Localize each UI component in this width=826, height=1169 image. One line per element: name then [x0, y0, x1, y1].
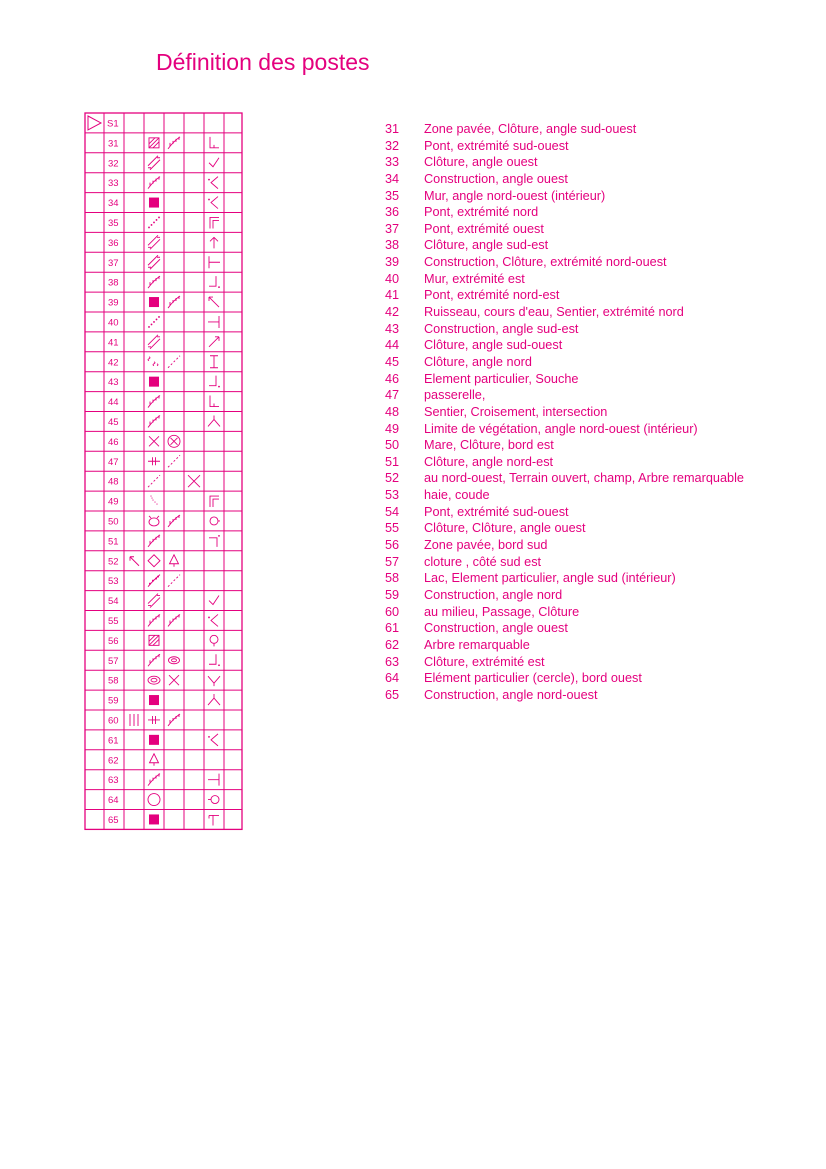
definitions-list — [385, 121, 744, 703]
control-number: 56 — [108, 635, 119, 647]
building-square-icon — [149, 695, 159, 705]
definition-item — [385, 221, 744, 238]
definition-number: 32 — [385, 138, 400, 153]
definition-text: Ruisseau, cours d'eau, Sentier, extrémité nord — [424, 305, 684, 320]
fence-icon — [168, 515, 180, 527]
control-number: 62 — [108, 755, 119, 767]
corner-se-dot-icon — [209, 376, 220, 388]
definition-item — [385, 121, 744, 138]
definition-number: 56 — [385, 538, 400, 553]
definition-text: Clôture, angle sud-est — [424, 238, 549, 253]
building-square-icon — [149, 377, 159, 387]
large-cross-icon — [188, 475, 200, 487]
definition-item — [385, 154, 744, 171]
definition-text: Construction, Clôture, extrémité nord-ouest — [424, 255, 667, 270]
definition-number: 46 — [385, 371, 400, 386]
definition-text: Pont, extrémité sud-ouest — [424, 504, 569, 519]
definition-text: Arbre remarquable — [424, 637, 530, 652]
definition-text: passerelle, — [424, 388, 486, 403]
definition-text: Pont, extrémité nord-est — [424, 288, 560, 303]
definition-item — [385, 437, 744, 454]
definition-text: Mare, Clôture, bord est — [424, 438, 554, 453]
path-icon — [168, 356, 180, 368]
corner-se-dot-icon — [209, 654, 220, 666]
definition-text: Mur, angle nord-ouest (intérieur) — [424, 188, 606, 203]
definition-text: Pont, extrémité ouest — [424, 221, 544, 236]
fence-icon — [168, 137, 180, 149]
end-east-icon — [208, 316, 219, 328]
definition-item — [385, 554, 744, 571]
bridge-icon — [148, 156, 160, 170]
circle-icon — [148, 794, 160, 806]
end-ne-icon — [209, 337, 219, 347]
paved-corner-sw-icon — [210, 137, 219, 148]
definition-number: 52 — [385, 471, 400, 486]
path-icon — [168, 575, 180, 587]
bridge-icon — [148, 335, 160, 349]
definition-number: 65 — [385, 687, 400, 702]
definition-item — [385, 670, 744, 687]
definition-number: 31 — [385, 122, 400, 136]
cross-icon — [149, 436, 159, 446]
definition-number: 39 — [385, 255, 400, 270]
control-number: 55 — [108, 615, 119, 627]
fence-icon — [148, 535, 160, 547]
circle-south-icon — [210, 635, 218, 646]
definition-item — [385, 237, 744, 254]
angle-west-dot-icon — [208, 614, 218, 626]
definition-item — [385, 654, 744, 671]
definition-text: Zone pavée, bord sud — [424, 538, 548, 553]
definition-number: 43 — [385, 321, 400, 336]
angle-north-icon — [208, 415, 220, 426]
definition-number: 64 — [385, 671, 400, 686]
definition-text: Clôture, extrémité est — [424, 654, 545, 669]
path-icon — [148, 475, 160, 487]
definition-text: au milieu, Passage, Clôture — [424, 604, 580, 619]
definition-text: Clôture, angle sud-ouest — [424, 338, 563, 353]
definition-number: 59 — [385, 587, 400, 602]
definition-item — [385, 687, 744, 704]
control-number: 32 — [108, 158, 119, 170]
definition-text: Zone pavée, Clôture, angle sud-ouest — [424, 122, 637, 136]
definition-text: Clôture, angle nord-est — [424, 454, 554, 469]
oval-icon — [169, 657, 180, 664]
definition-text: Construction, angle nord — [424, 587, 563, 602]
control-number: 58 — [108, 675, 119, 687]
tree-icon — [150, 754, 159, 766]
control-number: 60 — [108, 715, 119, 727]
definition-number: 33 — [385, 155, 400, 170]
fence-icon — [168, 614, 180, 626]
definition-number: 58 — [385, 571, 400, 586]
definition-number: 50 — [385, 438, 400, 453]
definition-number: 45 — [385, 354, 400, 369]
circled-cross-icon — [168, 435, 180, 447]
definition-text: Pont, extrémité sud-ouest — [424, 138, 569, 153]
dotted-line-icon — [148, 217, 160, 229]
fence-icon — [148, 614, 160, 626]
definition-number: 37 — [385, 221, 400, 236]
definition-number: 36 — [385, 205, 400, 220]
control-number: 54 — [108, 596, 119, 608]
definition-number: 57 — [385, 554, 400, 569]
definition-item — [385, 387, 744, 404]
control-number: 40 — [108, 317, 119, 329]
control-number: 35 — [108, 217, 119, 229]
definition-item — [385, 371, 744, 388]
building-square-icon — [149, 297, 159, 307]
definition-number: 51 — [385, 454, 400, 469]
control-number: 45 — [108, 416, 119, 428]
definition-item — [385, 487, 744, 504]
building-square-icon — [149, 198, 159, 208]
fence-icon — [148, 276, 160, 288]
end-west-icon — [209, 256, 220, 268]
definition-text: Mur, extrémité est — [424, 271, 525, 286]
definition-number: 35 — [385, 188, 400, 203]
fence-icon — [148, 415, 160, 427]
definition-text: Pont, extrémité nord — [424, 205, 539, 220]
definition-number: 60 — [385, 604, 400, 619]
definition-item — [385, 587, 744, 604]
control-number: 42 — [108, 357, 119, 369]
check-corner-icon — [209, 596, 219, 605]
definition-item — [385, 404, 744, 421]
definition-number: 62 — [385, 637, 400, 652]
bridge-icon — [148, 594, 160, 608]
control-number: 53 — [108, 576, 119, 588]
end-east-icon — [208, 774, 219, 786]
definition-item — [385, 287, 744, 304]
fence-icon — [148, 177, 160, 189]
footbridge-icon — [148, 457, 160, 465]
definition-text: au nord-ouest, Terrain ouvert, champ, Arbre remarquable — [424, 471, 744, 486]
definition-number: 49 — [385, 421, 400, 436]
fence-icon — [168, 296, 180, 308]
definition-item — [385, 637, 744, 654]
control-number: 38 — [108, 277, 119, 289]
footbridge-icon — [148, 716, 160, 724]
control-number: 44 — [108, 397, 119, 409]
definition-number: 55 — [385, 521, 400, 536]
definition-item — [385, 620, 744, 637]
hatched-square-icon — [149, 635, 159, 645]
control-number: 36 — [108, 237, 119, 249]
vegetation-icon — [150, 495, 157, 504]
definition-text: Sentier, Croisement, intersection — [424, 404, 608, 419]
definition-text: Elément particulier (cercle), bord ouest — [424, 671, 642, 686]
control-description-grid-svg — [84, 112, 244, 826]
tree-icon — [170, 555, 179, 567]
control-number: 34 — [108, 198, 119, 210]
definition-item — [385, 421, 744, 438]
definition-number: 38 — [385, 238, 400, 253]
building-square-icon — [149, 814, 159, 824]
check-corner-icon — [209, 158, 219, 167]
definition-text: Element particulier, Souche — [424, 371, 579, 386]
control-number: 51 — [108, 536, 119, 548]
definition-item — [385, 254, 744, 271]
definition-text: Clôture, angle ouest — [424, 155, 538, 170]
control-number: 59 — [108, 695, 119, 707]
angle-north-icon — [208, 694, 220, 705]
hatched-square-icon — [149, 138, 159, 148]
control-number: 31 — [108, 138, 119, 150]
start-triangle-icon — [88, 116, 101, 130]
definition-number: 34 — [385, 171, 400, 186]
hedge-icon — [148, 575, 160, 587]
bridge-icon — [148, 255, 160, 269]
path-icon — [168, 455, 180, 467]
grid-header-code: S1 — [107, 118, 119, 130]
cross-icon — [169, 675, 179, 685]
definition-number: 48 — [385, 404, 400, 419]
control-number: 57 — [108, 655, 119, 667]
end-nw-icon — [209, 297, 219, 307]
definition-number: 61 — [385, 621, 400, 636]
definition-number: 41 — [385, 288, 400, 303]
definition-number: 47 — [385, 388, 400, 403]
definition-number: 40 — [385, 271, 400, 286]
control-number: 47 — [108, 456, 119, 468]
definition-item — [385, 188, 744, 205]
control-number: 63 — [108, 775, 119, 787]
definition-number: 44 — [385, 338, 400, 353]
definition-item — [385, 537, 744, 554]
circle-west-icon — [208, 796, 219, 804]
definition-item — [385, 470, 744, 487]
definition-item — [385, 204, 744, 221]
corner-ne-dot-icon — [209, 535, 220, 547]
fence-icon — [148, 396, 160, 408]
fence-icon — [148, 774, 160, 786]
lake-icon — [148, 676, 160, 684]
control-number: 37 — [108, 257, 119, 269]
definition-item — [385, 570, 744, 587]
angle-south-icon — [208, 676, 220, 686]
control-number: 41 — [108, 337, 119, 349]
angle-west-dot-icon — [208, 197, 218, 209]
dotted-line-icon — [148, 316, 160, 328]
definition-item — [385, 454, 744, 471]
control-number: 33 — [108, 178, 119, 190]
pond-icon — [149, 516, 159, 526]
definition-item — [385, 354, 744, 371]
definition-text: Construction, angle ouest — [424, 621, 568, 636]
control-number: 49 — [108, 496, 119, 508]
definition-number: 63 — [385, 654, 400, 669]
control-number: 43 — [108, 377, 119, 389]
definition-item — [385, 271, 744, 288]
control-number: 48 — [108, 476, 119, 488]
control-number: 50 — [108, 516, 119, 528]
definition-number: 53 — [385, 488, 400, 503]
definition-number: 42 — [385, 305, 400, 320]
control-number: 61 — [108, 735, 119, 747]
end-north-icon — [210, 237, 218, 248]
definition-text: Lac, Element particulier, angle sud (intérieur) — [424, 571, 676, 586]
definition-text: Clôture, angle nord — [424, 354, 532, 369]
control-number: 64 — [108, 795, 119, 807]
definition-item — [385, 604, 744, 621]
definition-item — [385, 304, 744, 321]
circle-east-icon — [210, 517, 220, 525]
angle-west-dot-icon — [208, 734, 218, 746]
corner-nw-icon — [210, 496, 219, 507]
control-number: 52 — [108, 556, 119, 568]
definition-text: Limite de végétation, angle nord-ouest (intérieur) — [424, 421, 698, 436]
bridge-icon — [148, 235, 160, 249]
definition-text: cloture , côté sud est — [424, 554, 542, 569]
paved-corner-sw-icon — [210, 396, 219, 407]
definition-text: haie, coude — [424, 488, 490, 503]
stream-icon — [148, 357, 158, 366]
triple-bar-icon — [130, 714, 138, 726]
building-square-icon — [149, 735, 159, 745]
fence-icon — [148, 654, 160, 666]
diamond-icon — [148, 555, 160, 567]
control-number: 46 — [108, 436, 119, 448]
definition-text: Construction, angle ouest — [424, 171, 568, 186]
control-description-grid — [84, 112, 244, 826]
fence-icon — [168, 714, 180, 726]
page-title: Définition des postes — [156, 49, 370, 75]
definition-item — [385, 337, 744, 354]
definition-item — [385, 504, 744, 521]
definition-item — [385, 321, 744, 338]
corner-nw-icon — [210, 217, 219, 228]
definition-text: Construction, angle nord-ouest — [424, 687, 598, 702]
control-number: 65 — [108, 814, 119, 826]
definition-item — [385, 171, 744, 188]
definition-item — [385, 138, 744, 155]
definition-item — [385, 520, 744, 537]
definition-text: Clôture, Clôture, angle ouest — [424, 521, 586, 536]
corner-se-dot-icon — [209, 276, 220, 288]
corner-nw-bar-icon — [209, 815, 219, 825]
definition-number: 54 — [385, 504, 400, 519]
arrow-nw-icon — [130, 557, 139, 566]
definition-text: Construction, angle sud-est — [424, 321, 579, 336]
control-number: 39 — [108, 297, 119, 309]
end-north-bar-icon — [210, 356, 218, 368]
angle-west-dot-icon — [208, 177, 218, 189]
